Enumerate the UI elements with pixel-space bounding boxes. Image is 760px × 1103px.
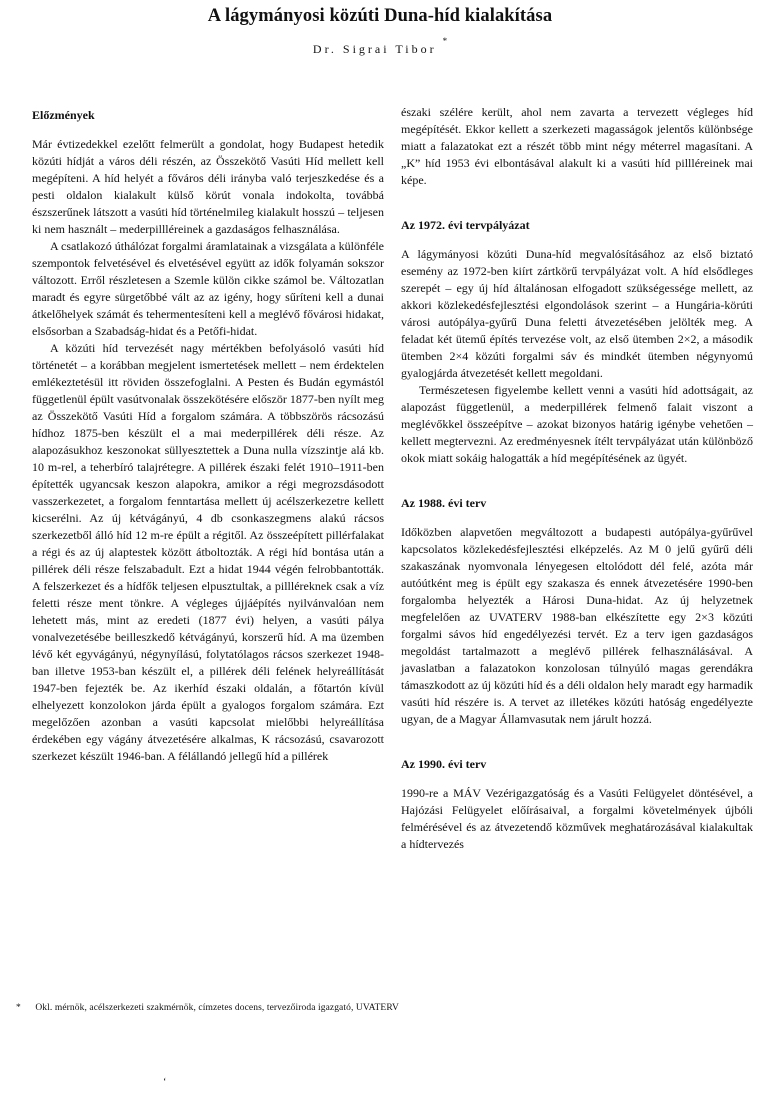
author-line [0, 36, 760, 57]
paragraph: 1990-re a MÁV Vezérigazgatóság és a Vasúti Felügyelet döntésével, a Hajózási Felügyelet előírásaival, a forgalmi követelmények újbóli felmérésével és az átvezetendő közművek meghatározásával kialakultak a hídtervezés [401, 786, 753, 851]
paragraph: A közúti híd tervezését nagy mértékben befolyásoló vasúti híd történetét – a korábban megjelent ismertetések mellett – nem érdektelen emlékeztetésül itt röviden összefoglalni. A Pesten és Budán egymástól függetlenül épült vasútvonalak összekötésére először 1877-ben nyílt meg az Összekötő Vasúti Híd a forgalom számára. A többszörös rácsozású hídhoz 1875-ben készült el a mai mederpillérek déli része. Az alapozásukhoz keszonokat süllyesztettek a Duna nulla vízszintje alá kb. 10 m-rel, a teherbíró talajrétegre. A pillérek északi felét 1910–1911-ben építették ugyancsak keszon alapokra, amikor a régi megrozsdásodott vasszerkezetet, a forgalom fenntartása mellett új acélszerkezetre kellett kicserélni. Az új kétvágányú, 4 db csonkaszegmens alakú rácsos szerkezetből álló híd 12 m-re épült a régitől. Az összeépített pillérfalakat a régi és az új alaptestek között átboltozták. A régi híd bontása után a pillérek déli része felszabadult. Ezt a hidat 1944 végén felrobbantották. A felszerkezet és a hídfők teljesen elpusztultak, a pillléreknek csak a víz feletti része ment tönkre. A végleges újjáépítés nyilvánvalóan nem lehetett más, mint az eredeti (1877 évi) helyen, a vasúti pálya vonalvezetésébe beilleszkedő kétvágányú, korszerű híd. A ma üzemben lévő két egyvágányú, négynyílású, folytatólagos rácsos szerkezet 1948-ban illetve 1953-ban készült el, a pillérek déli felének helyreállítását 1947-ben fejezték be. Az ikerhíd északi oldalán, a főtartón kívül elhelyezett konzolokon járda épült a gyalogos forgalom számára. Ezt megelőzően azonban a vasúti kapcsolat mielőbbi helyreállítása érdekében egy vágány átvezetésére alkalmas, K rácsozású, csavarozott szerkezet készült 1946-ban. A félállandó jellegű híd a pillérek [32, 341, 384, 763]
section-heading-1990: Az 1990. évi terv [401, 757, 487, 771]
left-column [32, 107, 384, 765]
article-title: A lágymányosi közúti Duna-híd kialakítása [207, 6, 553, 26]
paragraph: A csatlakozó úthálózat forgalmi áramlatainak a vizsgálata a különféle szempontok felvetésével és elvetésével együtt az idők folyamán sokszor változott. Erről részletesen a Szemle külön cikke számol be. Változatlan maradt és egyre sürgetőbbé vált az az igény, hogy sűríteni kell a dunai átkelőhelyek számát és tehermentesíteni kell a meglévő fővárosi hidakat, elsősorban a Szabadság-hidat és a Petőfi-hidat. [32, 239, 384, 338]
right-column [401, 104, 753, 853]
paragraph: Már évtizedekkel ezelőtt felmerült a gondolat, hogy Budapest hetedik közúti hídját a város déli részén, az Összekötő Vasúti Híd mellett kell megépíteni. A híd helyét a főváros déli irányba való terjeszkedése és a pesti oldalon kialakult külső körút vonala indokolta, továbbá észszerűnek látszott a vasúti híd történelmileg kialakult hosszú – teljesen ki nem használt – mederpillléreinek a gazdaságos felhasználása. [32, 137, 384, 236]
paragraph-continuation: északi szélére került, ahol nem zavarta a tervezett végleges híd megépítését. Ekkor kellett a szerkezeti magasságok jelentős különbsége miatt a falazatokat ezt a részét több mint négy méterrel magasítani. A „K” híd 1953 évi elbontásával alakult ki a vasúti híd pillléreinek mai képe. [401, 105, 753, 187]
author-footnote-mark: * [442, 36, 448, 46]
author-name: Dr. Sigrai Tibor [312, 42, 437, 56]
paragraph: A lágymányosi közúti Duna-híd megvalósításához az első biztató esemény az 1972-ben kiírt zártkörű tervpályázat volt. A híd elsődleges szerepét – egy új híd általánosan elfogadott szükségessége mellett, az akkori közlekedésfejlesztési elgondolások szerint – a Hungária-körúti városi autópálya-gyűrű Duna feletti átvezetésében jelölték meg. A feladat két ütemű építés tervezése volt, az első ütemben 2×2, a második ütemben 2×4 közúti forgalmi sáv és mindkét ütemben négynyomú gyalogjárda átvezetését kellett megoldani. [401, 247, 753, 380]
footnote-text: Okl. mérnök, acélszerkezeti szakmérnök, címzetes docens, tervezőiroda igazgató, UVATERV [35, 1003, 399, 1013]
section-heading-1988: Az 1988. évi terv [401, 496, 487, 510]
paragraph: Időközben alapvetően megváltozott a budapesti autópálya-gyűrűvel kapcsolatos közlekedésfejlesztési elképzelés. Az M 0 jelű gyűrű déli szakaszának nyomvonala lényegesen eltolódott dél felé, azóta már autóútként meg is épült egy szakasza és ennek átvezetésére 1990-ben forgalomba helyezték a Hárosi Duna-hidat. Az új helyzetnek megfelelően az UVATERV 1988-ban elkészítette egy 2×3 közúti forgalmi sávos híd engedélyezési tervét. Ez a terv igen gazdaságos megoldást tartalmazott a meglévő pillérek felhasználásával. A javaslatban a falazatokon konzolosan túlnyúló magas gerendákra támaszkodott az új közúti híd és a déli oldalon hely maradt egy harmadik vasúti híd részére is. A tervet az illetékes közúti hatóság engedélyezte ugyan, de a Magyar Államvasutak nem járult hozzá. [401, 525, 753, 726]
footnote-mark: * [16, 1003, 21, 1013]
section-heading-elozmenyek: Előzmények [32, 108, 95, 122]
footnote [16, 1003, 736, 1013]
stray-mark: ‘ [163, 1077, 167, 1088]
paragraph: Természetesen figyelembe kellett venni a vasúti híd adottságait, az alapozást függetlenül, a mederpillérek felmenő falait viszont a meglévőkkel összeépítve – azokat bizonyos határig igénybe vehetően – kellett megtervezni. Az eredményesnek ítélt tervpályázat után különböző okok miatt sokáig halogatták a híd megépítésének az ügyét. [401, 383, 753, 465]
section-heading-1972: Az 1972. évi tervpályázat [401, 218, 530, 232]
